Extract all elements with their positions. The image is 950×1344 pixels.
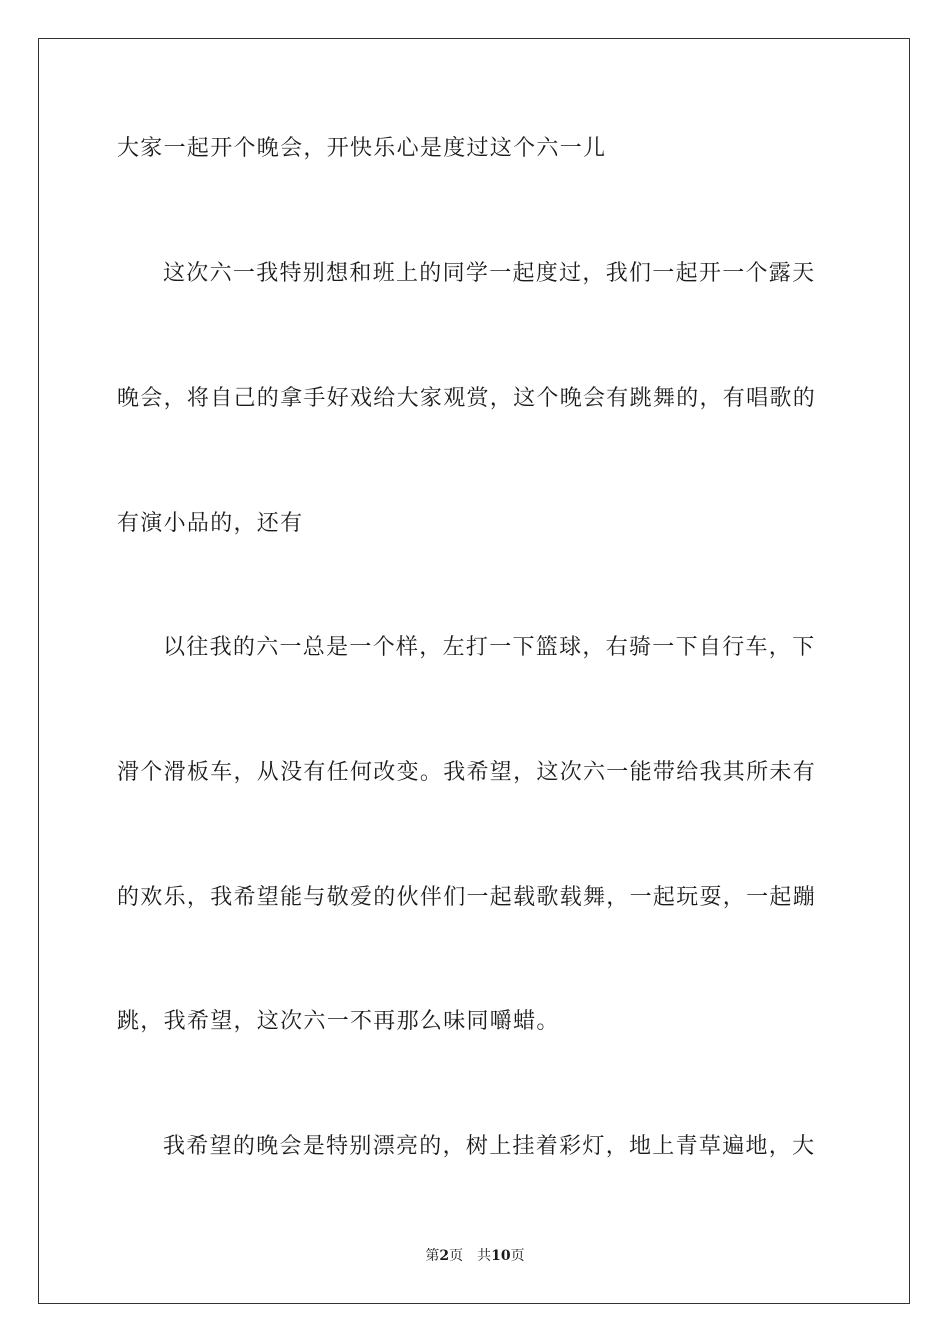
total-suffix: 页: [510, 1248, 525, 1264]
text-line-9: 我希望的晚会是特别漂亮的，树上挂着彩灯，地上青草遍地，大: [163, 1134, 816, 1159]
text-line-1: 大家一起开个晚会，开快乐心是度过这个六一儿: [117, 136, 607, 161]
page-prefix: 第: [425, 1248, 440, 1264]
text-line-7: 的欢乐，我希望能与敬爱的伙伴们一起载歌载舞，一起玩耍，一起蹦: [117, 885, 817, 910]
total-pages: 10: [491, 1248, 511, 1264]
page-footer: [0, 1247, 950, 1265]
text-line-4: 有演小品的，还有: [117, 511, 304, 536]
page-border: [38, 38, 910, 1304]
text-line-6: 滑个滑板车，从没有任何改变。我希望，这次六一能带给我其所未有: [117, 760, 817, 785]
text-line-8: 跳，我希望，这次六一不再那么味同嚼蜡。: [117, 1009, 560, 1034]
page-suffix: 页: [449, 1248, 464, 1264]
page-number: 2: [439, 1248, 450, 1264]
text-line-3: 晚会，将自己的拿手好戏给大家观赏，这个晚会有跳舞的，有唱歌的: [117, 386, 817, 411]
text-line-5: 以往我的六一总是一个样，左打一下篮球，右骑一下自行车，下: [163, 635, 816, 660]
text-line-2: 这次六一我特别想和班上的同学一起度过，我们一起开一个露天: [163, 261, 816, 286]
total-prefix: 共: [477, 1248, 492, 1264]
